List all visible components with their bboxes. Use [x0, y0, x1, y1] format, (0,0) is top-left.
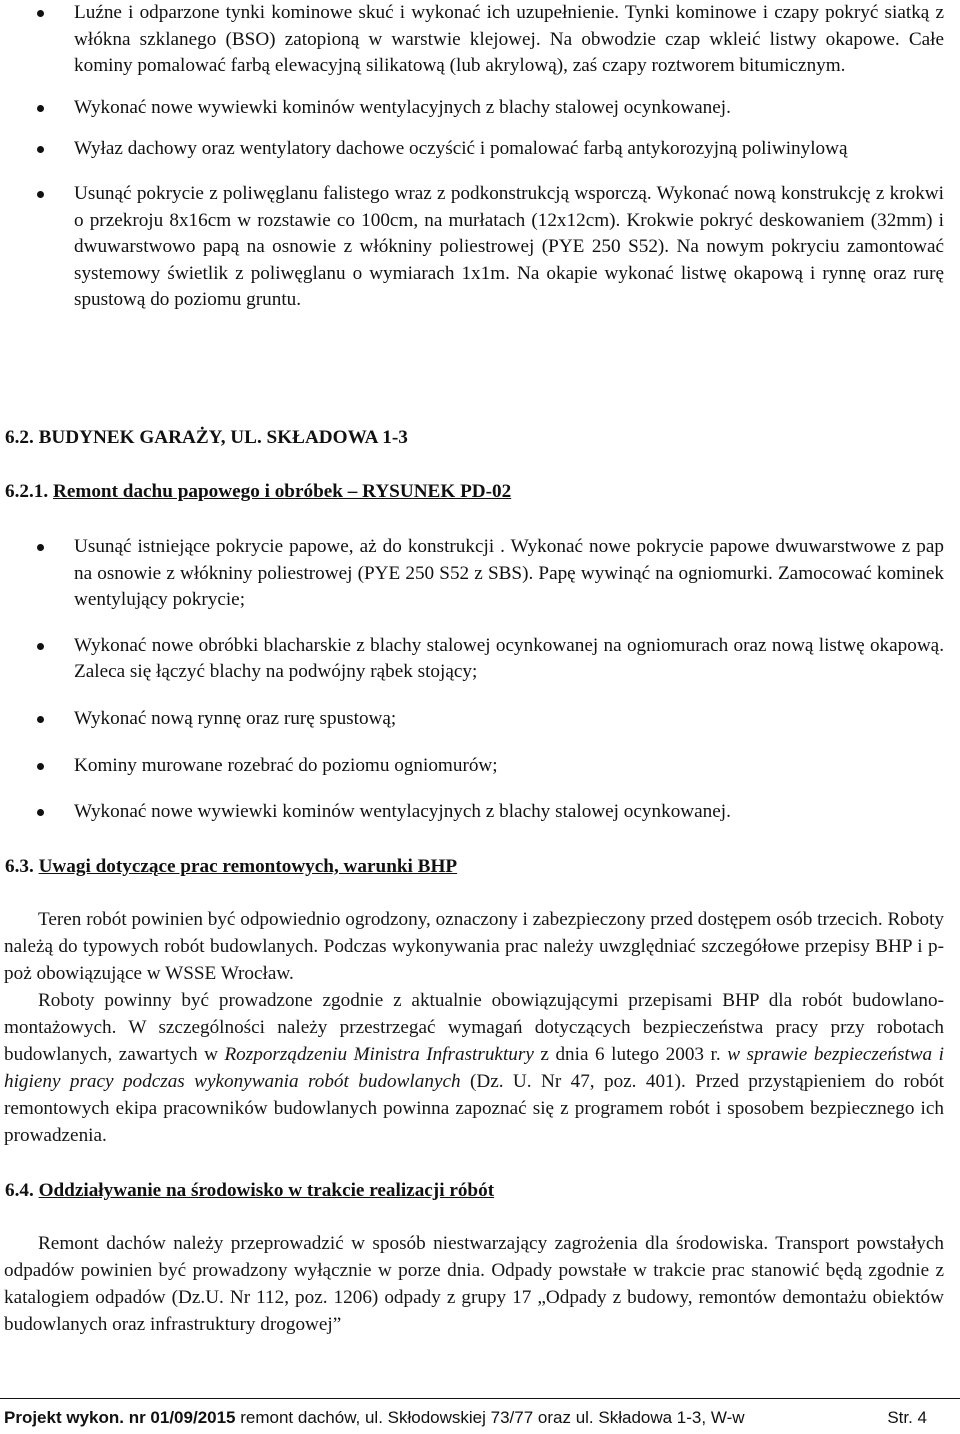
garage-bullet-list — [0, 534, 960, 826]
bullet-icon — [37, 643, 44, 650]
section-heading-6-2-1 — [5, 479, 511, 505]
list-item-text: Luźne i odparzone tynki kominowe skuć i wykonać ich uzupełnienie. Tynki kominowe i czapy pokryć siatką z włókna szklanego (BSO) zatopioną w warstwie klejowej. Na obwodzie czap wkleić listwy okapowe. Całe kominy pomalować farbą elewacyjną silikatową (lub akrylową), zaś czapy roztworem bitumicznym. — [74, 2, 944, 77]
list-item-text: Usunąć pokrycie z poliwęglanu falistego wraz z podkonstrukcją wsporczą. Wykonać nową konstrukcję z krokwi o przekroju 8x16cm w rozstawie co 100cm, na murłatach (12x12cm). Krokwie pokryć deskowaniem (32mm) i dwuwarstwowo papą na osnowie z włókniny poliestrowej (PYE 250 S52). Na nowym pokryciu zamontować systemowy świetlik z poliwęglanu o wymiarach 1x1m. Na okapie wykonać listwę okapową i rynnę oraz rurę spustową do poziomu gruntu. — [74, 182, 944, 311]
list-item-text: Wykonać nowe wywiewki kominów wentylacyjnych z blachy stalowej ocynkowanej. — [74, 96, 731, 118]
list-item — [0, 0, 960, 80]
regulation-name: Rozporządzeniu Ministra Infrastruktury — [224, 1044, 534, 1065]
list-item-text: Wykonać nowe wywiewki kominów wentylacyjnych z blachy stalowej ocynkowanej. — [74, 801, 731, 823]
regulation-title: w sprawie bezpieczeństwa i higieny pracy podczas wykonywania robót budowlanych — [4, 1044, 944, 1092]
section-title: Uwagi dotyczące prac remontowych, warunki BHP — [38, 856, 458, 877]
list-item — [0, 136, 960, 163]
list-item-text: Usunąć istniejące pokrycie papowe, aż do konstrukcji . Wykonać nowe pokrycie papowe dwuwarstwowe z pap na osnowie z włókniny poliestrowej (PYE 250 S52 z SBS). Papę wywinąć na ogniomurki. Zamocować kominek wentylujący pokrycie; — [74, 536, 944, 611]
bullet-icon — [37, 716, 44, 723]
section-title: Oddziaływanie na środowisko w trakcie realizacji róbót — [38, 1180, 495, 1201]
footer-project-number: Projekt wykon. nr 01/09/2015 — [4, 1408, 236, 1427]
list-item — [0, 534, 960, 614]
bullet-icon — [37, 146, 44, 153]
section-number: 6.2.1. — [5, 481, 49, 502]
list-item — [0, 181, 960, 314]
list-item — [0, 633, 960, 686]
bhp-paragraph-1 — [4, 906, 944, 987]
paragraph-text: z dnia 6 lutego 2003 r. — [533, 1044, 728, 1065]
list-item — [0, 753, 960, 780]
bullet-icon — [37, 10, 44, 17]
list-item — [0, 706, 960, 733]
bullet-icon — [37, 191, 44, 198]
section-title: Remont dachu papowego i obróbek – RYSUNEK PD-02 — [52, 481, 512, 502]
bullet-icon — [37, 809, 44, 816]
section-title: 6.2. BUDYNEK GARAŻY, UL. SKŁADOWA 1-3 — [5, 427, 408, 448]
list-item-text: Wykonać nowe obróbki blacharskie z blachy stalowej ocynkowanej na ogniomurach oraz nową listwę okapową. Zaleca się łączyć blachy na podwójny rąbek stojący; — [74, 634, 944, 683]
list-item-text: Wyłaz dachowy oraz wentylatory dachowe oczyścić i pomalować farbą antykorozyjną poliwinylową — [74, 138, 848, 160]
paragraph-text: Remont dachów należy przeprowadzić w sposób niestwarzający zagrożenia dla środowiska. Transport powstałych odpadów powinien być prowadzony wyłącznie w porze dnia. Odpady powstałe w trakcie prac stanowić będą zgodnie z katalogiem odpadów (Dz.U. Nr 112, poz. 1206) odpady z grupy 17 „Odpady z budowy, remontów demontażu obiektów budowlanych oraz infrastruktury drogowej” — [4, 1233, 944, 1335]
bullet-icon — [37, 544, 44, 551]
footer-project-description: remont dachów, ul. Skłodowskiej 73/77 oraz ul. Składowa 1-3, W-w — [235, 1408, 745, 1427]
list-item — [0, 799, 960, 826]
bullet-icon — [37, 105, 44, 112]
section-heading-6-4 — [5, 1178, 494, 1204]
section-heading-6-2 — [5, 425, 408, 451]
list-item — [0, 95, 960, 122]
paragraph-text: Roboty powinny być prowadzone zgodnie z aktualnie obowiązującymi przepisami BHP dla robót budowlano-montażowych. W szczególności należy przestrzegać wymagań dotyczących bezpieczeństwa pracy przy robotach budowlanych, zawartych w — [4, 990, 944, 1065]
list-item-text: Wykonać nową rynnę oraz rurę spustową; — [74, 707, 397, 729]
paragraph-text: (Dz. U. Nr 47, poz. 401). Przed przystąpieniem do robót remontowych ekipa pracowników budowlanych powinna zapoznać się z programem robót i sposobem bezpiecznego ich prowadzenia. — [4, 1071, 944, 1146]
environment-paragraph — [4, 1230, 944, 1338]
top-bullet-list — [0, 0, 960, 314]
page-footer — [0, 1398, 960, 1432]
section-heading-6-3 — [5, 854, 457, 880]
list-item-text: Kominy murowane rozebrać do poziomu ogniomurów; — [74, 754, 498, 776]
bhp-paragraph-2 — [4, 987, 944, 1149]
paragraph-text: Teren robót powinien być odpowiednio ogrodzony, oznaczony i zabezpieczony przed dostępem osób trzecich. Roboty należą do typowych robót budowlanych. Podczas wykonywania prac należy uwzględniać szczegółowe przepisy BHP i p-poż obowiązujące w WSSE Wrocław. — [4, 909, 944, 984]
section-number: 6.4. — [5, 1180, 34, 1201]
footer-page-number: Str. 4 — [887, 1408, 927, 1427]
bullet-icon — [37, 763, 44, 770]
section-number: 6.3. — [5, 856, 34, 877]
